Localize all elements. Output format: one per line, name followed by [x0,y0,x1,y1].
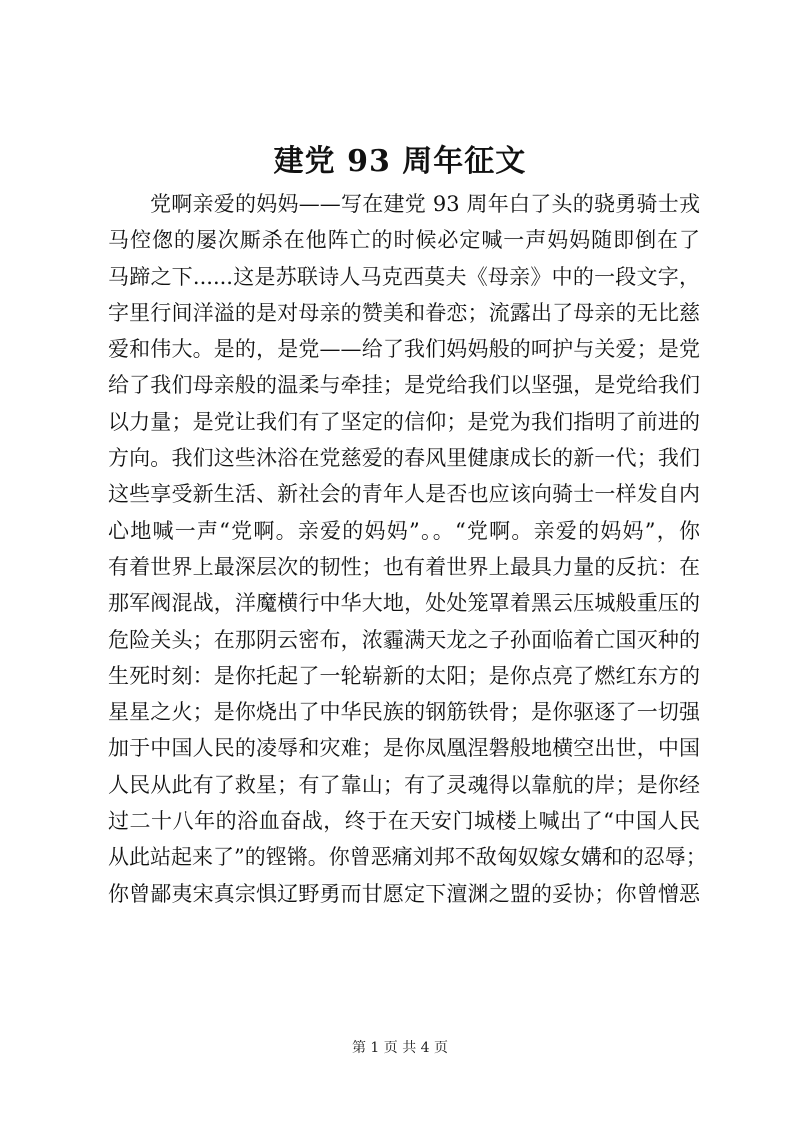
text-line: 给了我们母亲般的温柔与牵挂；是党给我们以坚强，是党给我们 [108,373,700,398]
body-paragraph [108,186,707,912]
text-line: 党啊亲爱的妈妈——写在建党 93 周年白了头的骁勇骑士戎 [150,192,700,216]
text-line: 这些享受新生活、新社会的青年人是否也应该向骑士一样发自内 [108,482,700,507]
text-line: 人民从此有了救星；有了靠山；有了灵魂得以靠航的岸；是你经 [108,772,700,797]
text-line: 有着世界上最深层次的韧性；也有着世界上最具力量的反抗：在 [108,554,700,579]
text-line: 马倥偬的屡次厮杀在他阵亡的时候必定喊一声妈妈随即倒在了 [108,228,700,253]
text-line: 马蹄之下......这是苏联诗人马克西莫夫《母亲》中的一段文字， [108,264,700,289]
text-line: 危险关头；在那阴云密布，浓霾满天龙之子孙面临着亡国灭种的 [108,627,700,652]
page-footer: 第 1 页 共 4 页 [351,1040,449,1056]
text-line: 星星之火；是你烧出了中华民族的钢筋铁骨；是你驱逐了一切强 [108,700,700,725]
text-line: 心地喊一声“党啊。亲爱的妈妈”。。“党啊。亲爱的妈妈”，你 [108,518,700,543]
document-title: 建党 93 周年征文 [273,144,527,179]
text-line: 从此站起来了”的铿锵。你曾恶痛刘邦不敌匈奴嫁女媾和的忍辱； [108,845,707,870]
text-line: 以力量；是党让我们有了坚定的信仰；是党为我们指明了前进的 [108,409,700,434]
text-line: 加于中国人民的凌辱和灾难；是你凤凰涅磐般地横空出世，中国 [108,736,700,761]
text-line: 那军阀混战，洋魔横行中华大地，处处笼罩着黑云压城般重压的 [108,591,700,616]
text-line: 爱和伟大。是的，是党——给了我们妈妈般的呵护与关爱；是党 [108,337,700,362]
text-line: 字里行间洋溢的是对母亲的赞美和眷恋；流露出了母亲的无比慈 [108,300,700,325]
text-line: 方向。我们这些沐浴在党慈爱的春风里健康成长的新一代；我们 [108,446,700,471]
text-line: 过二十八年的浴血奋战，终于在天安门城楼上喊出了“中国人民 [108,809,700,834]
text-line: 生死时刻：是你托起了一轮崭新的太阳；是你点亮了燃红东方的 [108,663,700,688]
text-line: 你曾鄙夷宋真宗惧辽野勇而甘愿定下澶渊之盟的妥协；你曾憎恶 [108,881,700,906]
